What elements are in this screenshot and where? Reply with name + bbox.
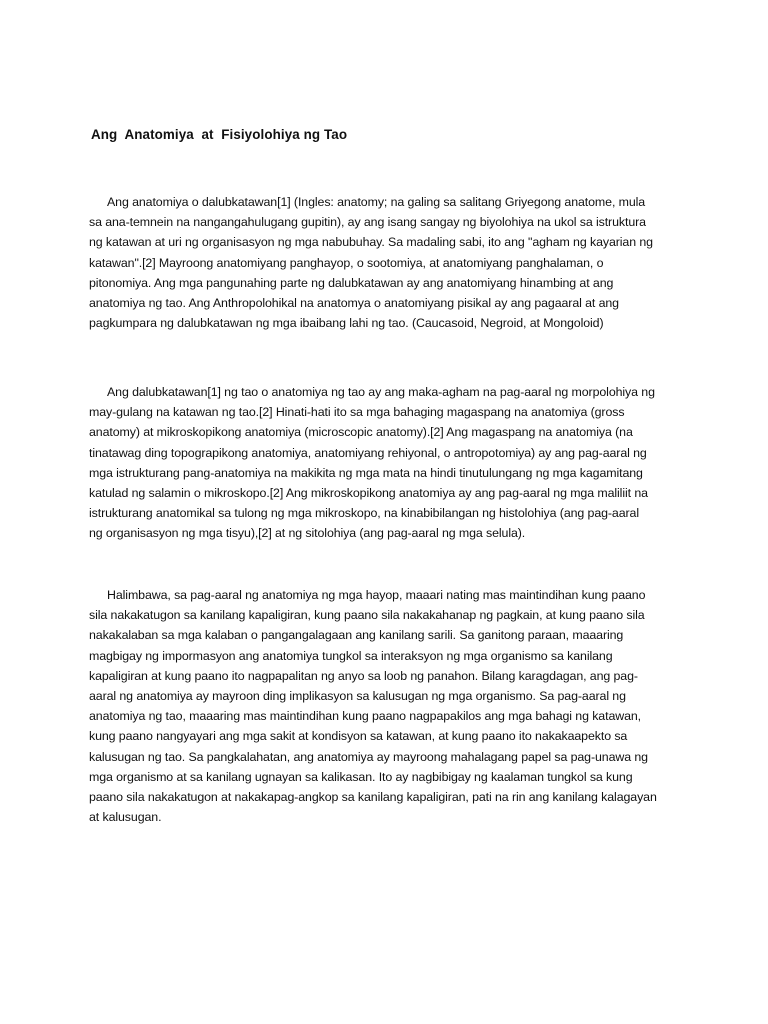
paragraph-line: sa ana-temnein na nangangahulugang gupitin), ay ang isang sangay ng biyolohiya na ukol sa istruktura	[89, 215, 646, 230]
paragraph-line: ng organisasyon ng mga tisyu),[2] at ng sitolohiya (ang pag-aaral ng mga selula).	[89, 526, 526, 541]
paragraph-line: may-gulang na katawan ng tao.[2] Hinati-hati ito sa mga bahaging magaspang na anatomiya (gross	[89, 405, 625, 420]
paragraph-line: pagkumpara ng dalubkatawan ng mga ibaibang lahi ng tao. (Caucasoid, Negroid, at Mongoloid)	[89, 316, 604, 331]
paragraph-line: anatomy) at mikroskopikong anatomiya (microscopic anatomy).[2] Ang magaspang na anatomiya (na	[89, 425, 633, 440]
paragraph-line: katawan".[2] Mayroong anatomiyang panghayop, o sootomiya, at anatomiyang panghalaman, o	[89, 255, 604, 270]
paragraph-line: pitonomiya. Ang mga pangunahing parte ng dalubkatawan ay ang anatomiyang hinambing at ang	[89, 275, 614, 290]
paragraph-line: at kalusugan.	[89, 810, 162, 825]
paragraph-line: anatomiya ng tao. Ang Anthropolohikal na anatomya o anatomiyang pisikal ay ang pagaaral at ang	[89, 296, 619, 311]
paragraph-line: paano sila nakakatugon at nakakapag-angkop sa kanilang kapaligiran, pati na rin ang kanilang kalagayan	[89, 790, 657, 805]
paragraph-line: kung paano nangyayari ang mga sakit at kondisyon sa katawan, at kung paano ito nakakaapekto sa	[89, 729, 628, 744]
paragraph-line: aaral ng anatomiya ay mayroon ding implikasyon sa kalusugan ng mga organismo. Sa pag-aaral ng	[89, 689, 626, 704]
paragraph-line: Ang dalubkatawan[1] ng tao o anatomiya ng tao ay ang maka-agham na pag-aaral ng morpolohiya ng	[107, 385, 655, 399]
paragraph-line: magbigay ng impormasyon ang anatomiya tungkol sa interaksyon ng mga organismo sa kanilang	[89, 648, 613, 663]
paragraph-line: Ang anatomiya o dalubkatawan[1] (Ingles: anatomy; na galing sa salitang Griyegong anatome, mula	[107, 195, 646, 209]
paragraph-line: kalusugan ng tao. Sa pangkalahatan, ang anatomiya ay mayroong mahalagang papel sa pag-unawa ng	[89, 749, 648, 764]
document-title: Ang Anatomiya at Fisiyolohiya ng Tao	[91, 127, 348, 142]
paragraph-line: Halimbawa, sa pag-aaral ng anatomiya ng mga hayop, maaari nating mas maintindihan kung paano	[107, 588, 646, 602]
paragraph-line: tinatawag ding topograpikong anatomiya, anatomiyang rehiyonal, o antropotomiya) ay ang pag-aaral ng	[89, 445, 647, 460]
paragraph-human-anatomy	[89, 382, 679, 544]
paragraph-line: nakakalaban sa mga kalaban o pangangalagaan ang kanilang sarili. Sa ganitong paraan, maaaring	[89, 628, 624, 643]
paragraph-line: mga istrukturang pang-anatomiya na makikita ng mga mata na hindi tinutulungang ng mga kagamitang	[89, 465, 643, 480]
paragraph-line: kapaligiran at kung paano ito nagpapalitan ng anyo sa loob ng panahon. Bilang karagdagan, ang pag-	[89, 668, 638, 683]
paragraph-example	[89, 585, 679, 827]
paragraph-line: istrukturang anatomikal sa tulong ng mga mikroskopo, na kinabibilangan ng histolohiya (ang pag-aaral	[89, 506, 639, 521]
paragraph-line: katulad ng salamin o mikroskopo.[2] Ang mikroskopikong anatomiya ay ang pag-aaral ng mga maliliit na	[89, 486, 648, 501]
paragraph-line: anatomiya ng tao, maaaring mas maintindihan kung paano nagpapakilos ang mga bahagi ng katawan,	[89, 709, 642, 724]
paragraph-line: sila nakakatugon sa kanilang kapaligiran, kung paano sila nakakahanap ng pagkain, at kung paano sila	[89, 608, 645, 623]
paragraph-line: mga organismo at sa kanilang ugnayan sa kalikasan. Ito ay nagbibigay ng kaalaman tungkol sa kung	[89, 769, 633, 784]
paragraph-anatomiya-definition	[89, 192, 679, 333]
paragraph-line: ng katawan at uri ng organisasyon ng mga nabubuhay. Sa madaling sabi, ito ang "agham ng kayarian ng	[89, 235, 653, 250]
